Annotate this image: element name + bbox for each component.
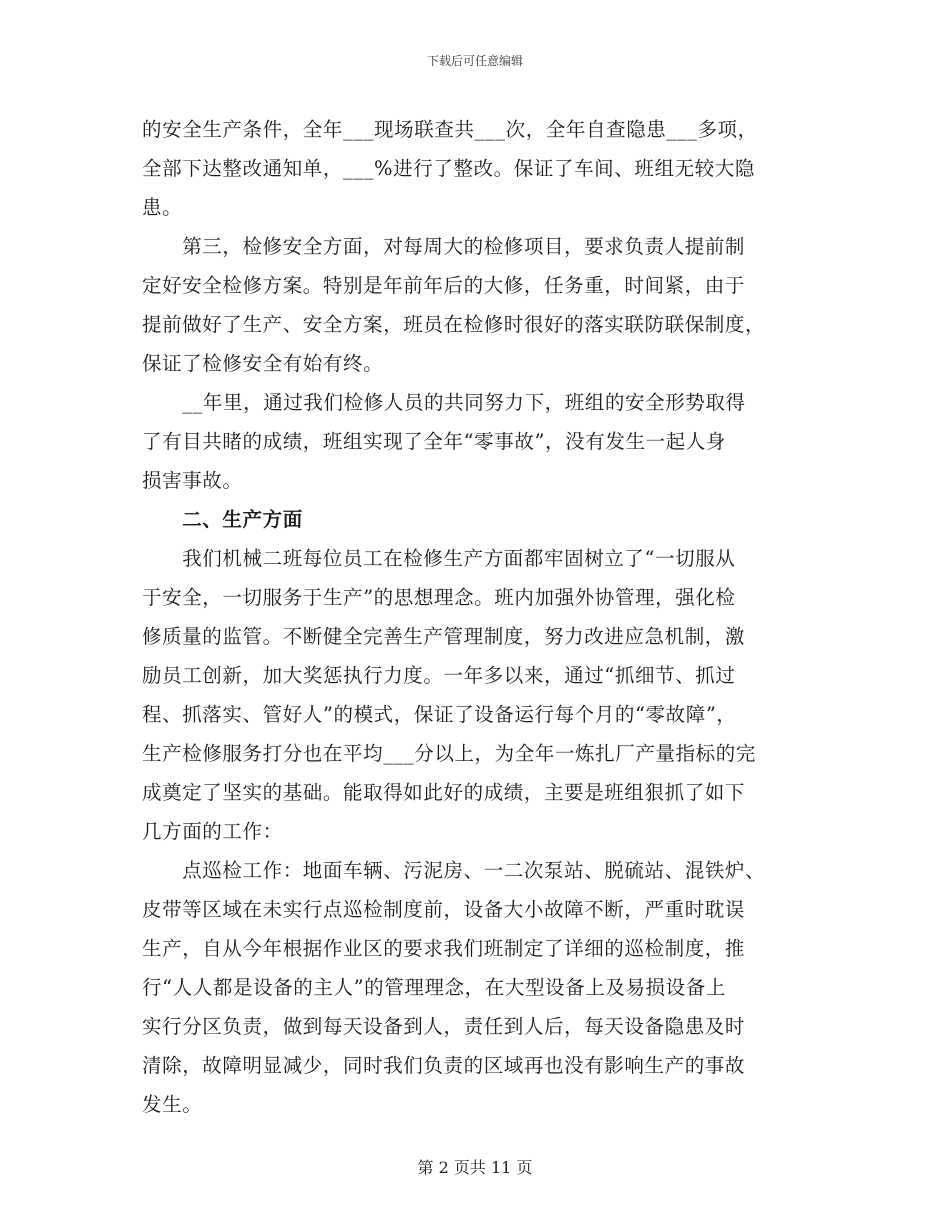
text-line: 第三，检修安全方面，对每周大的检修项目，要求负责人提前制 [142,235,746,258]
text-line: 生产，自从今年根据作业区的要求我们班制定了详细的巡检制度，推 [142,937,746,960]
text-line: 损害事故。 [142,469,243,492]
page-header: 下载后可任意编辑 [426,54,523,68]
text-line: 保证了检修安全有始有终。 [142,352,384,375]
text-line: 了有目共睹的成绩，班组实现了全年“零事故”，没有发生一起人身 [142,430,726,453]
text-line: 发生。 [142,1093,203,1116]
text-line: 定好安全检修方案。特别是年前年后的大修，任务重，时间紧，由于 [142,274,746,297]
text-line: 全部下达整改通知单，___%进行了整改。保证了车间、班组无较大隐 [142,157,755,180]
text-line: 励员工创新，加大奖惩执行力度。一年多以来，通过“抓细节、抓过 [142,664,736,687]
text-line: 几方面的工作： [142,820,283,843]
text-line: 清除，故障明显减少，同时我们负责的区域再也没有影响生产的事故 [142,1054,746,1077]
text-line: __年里，通过我们检修人员的共同努力下，班组的安全形势取得 [142,391,746,414]
text-line: 实行分区负责，做到每天设备到人，责任到人后，每天设备隐患及时 [142,1015,746,1038]
text-line: 行“人人都是设备的主人”的管理理念，在大型设备上及易损设备上 [142,976,726,999]
text-line: 修质量的监管。不断健全完善生产管理制度，努力改进应急机制，激 [142,625,746,648]
text-line: 的安全生产条件，全年___现场联查共___次，全年自查隐患___多项， [142,118,758,141]
page-footer: 第 2 页共 11 页 [417,1158,533,1177]
text-line: 生产检修服务打分也在平均___分以上，为全年一炼扎厂产量指标的完 [142,742,756,765]
document-body [142,110,810,1124]
text-line: 患。 [142,196,183,219]
text-line: 皮带等区域在未实行点巡检制度前，设备大小故障不断，严重时耽误 [142,898,746,921]
text-line: 程、抓落实、管好人”的模式，保证了设备运行每个月的“零故障”， [142,703,737,726]
text-line: 提前做好了生产、安全方案，班员在检修时很好的落实联防联保制度， [142,313,766,336]
text-line: 成奠定了坚实的基础。能取得如此好的成绩，主要是班组狠抓了如下 [142,781,746,804]
text-line: 我们机械二班每位员工在检修生产方面都牢固树立了“一切服从 [142,547,736,570]
text-line: 点巡检工作：地面车辆、污泥房、一二次泵站、脱硫站、混铁炉、 [142,859,766,882]
text-line: 于安全，一切服务于生产”的思想理念。班内加强外协管理，强化检 [142,586,736,609]
section-heading: 二、生产方面 [142,508,303,531]
